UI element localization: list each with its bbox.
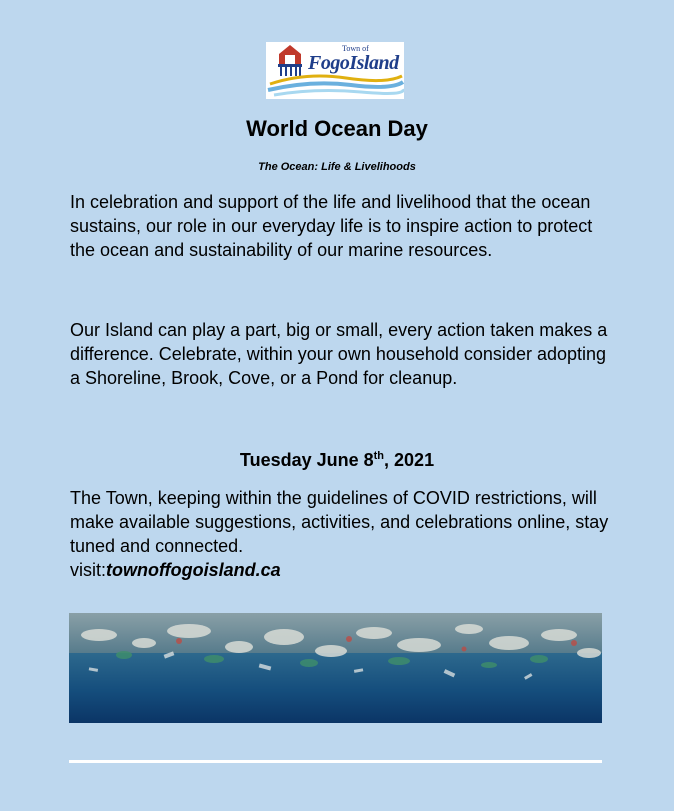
intro-paragraph: In celebration and support of the life and livelihood that the ocean sustains, our role in our everyday life is to inspire action to protect the ocean and sustainability of our marine resources. [70,192,593,260]
event-date-ordinal: th [373,450,385,462]
logo-town-of-text: Town of [342,44,369,53]
event-date-year: , 2021 [384,450,435,470]
page-title: World Ocean Day [246,116,428,141]
ocean-plastic-pollution-photo [69,613,602,723]
island-paragraph: Our Island can play a part, big or small, every action taken makes a difference. Celebrate, within your own household consider adopting a Shoreline, Brook, Cove, or a Pond for cleanup. [70,320,608,388]
website-link[interactable]: townoffogoisland.ca [106,560,281,580]
logo-name-text: FogoIsland [308,52,399,74]
town-paragraph-text: The Town, keeping within the guidelines of COVID restrictions, will make available suggestions, activities, and celebrations online, stay tuned and connected. [70,488,609,556]
visit-label: visit: [70,560,106,580]
town-paragraph [70,486,610,582]
event-date-day: Tuesday June 8 [239,450,374,470]
visit-line [70,558,610,582]
event-date [0,448,674,472]
page-subtitle: The Ocean: Life & Livelihoods [258,161,416,173]
bottom-divider [69,760,602,763]
town-logo [266,42,404,99]
